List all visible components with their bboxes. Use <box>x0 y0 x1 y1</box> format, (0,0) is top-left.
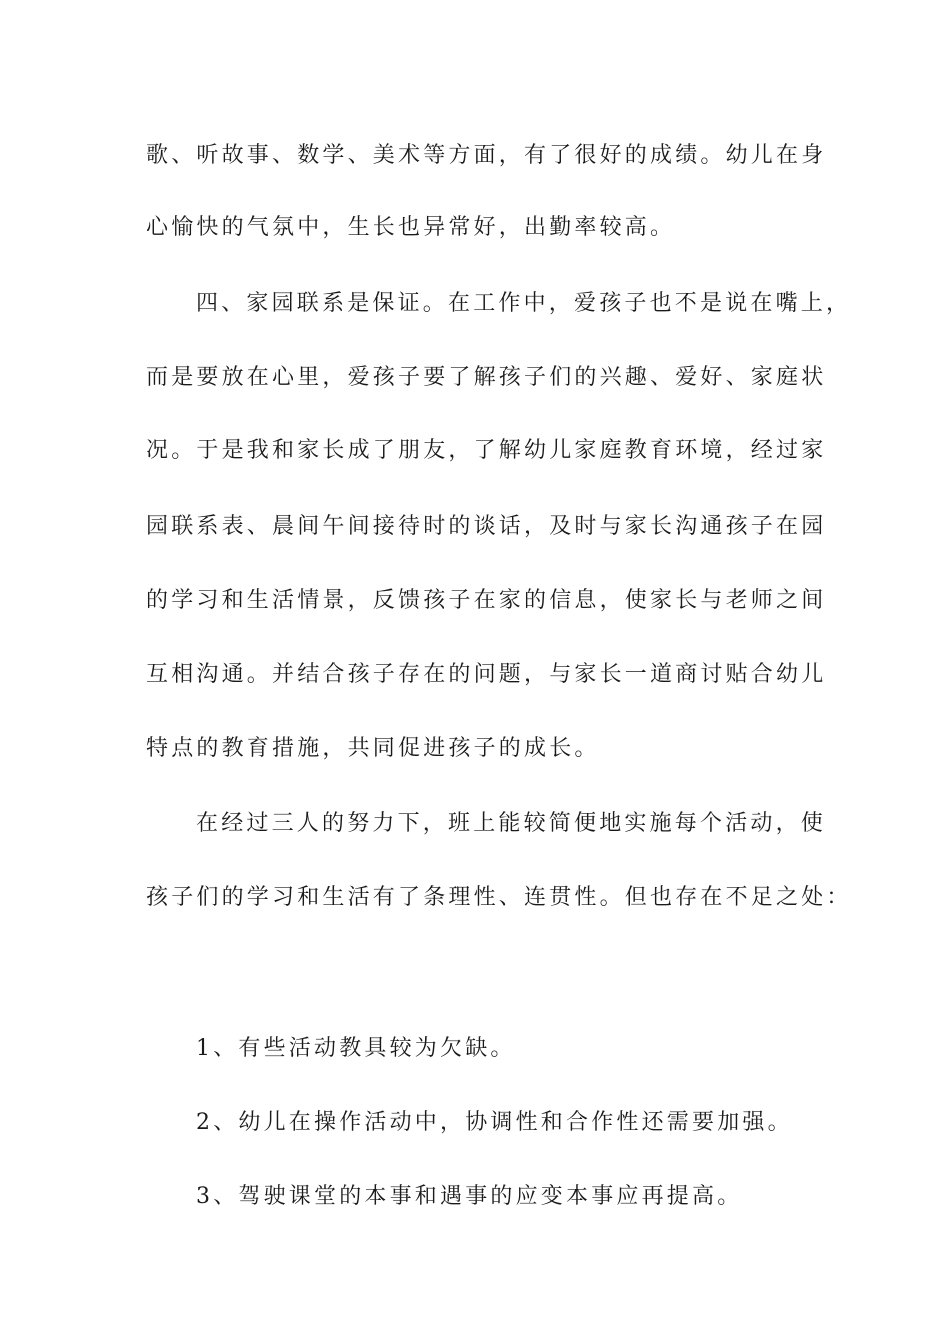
paragraph-line: 园联系表、晨间午间接待时的谈话，及时与家长沟通孩子在园 <box>146 514 827 539</box>
paragraph-line: 四、家园联系是保证。在工作中，爱孩子也不是说在嘴上， <box>196 291 852 316</box>
paragraph-line: 心愉快的气氛中，生长也异常好，出勤率较高。 <box>146 215 676 240</box>
paragraph-line: 歌、听故事、数学、美术等方面，有了很好的成绩。幼儿在身 <box>146 143 827 168</box>
paragraph-line: 孩子们的学习和生活有了条理性、连贯性。但也存在不足之处： <box>146 885 852 910</box>
paragraph-line: 而是要放在心里，爱孩子要了解孩子们的兴趣、爱好、家庭状 <box>146 365 827 390</box>
paragraph-line: 互相沟通。并结合孩子存在的问题，与家长一道商讨贴合幼儿 <box>146 662 827 687</box>
paragraph-line: 特点的教育措施，共同促进孩子的成长。 <box>146 736 600 761</box>
list-item: 1、有些活动教具较为欠缺。 <box>196 1036 516 1061</box>
paragraph-line: 在经过三人的努力下，班上能较简便地实施每个活动，使 <box>196 811 827 836</box>
paragraph-line: 的学习和生活情景，反馈孩子在家的信息，使家长与老师之间 <box>146 588 827 613</box>
list-item: 2、幼儿在操作活动中，协调性和合作性还需要加强。 <box>196 1110 793 1135</box>
paragraph-line: 况。于是我和家长成了朋友，了解幼儿家庭教育环境，经过家 <box>146 438 827 463</box>
list-item: 3、驾驶课堂的本事和遇事的应变本事应再提高。 <box>196 1184 743 1209</box>
